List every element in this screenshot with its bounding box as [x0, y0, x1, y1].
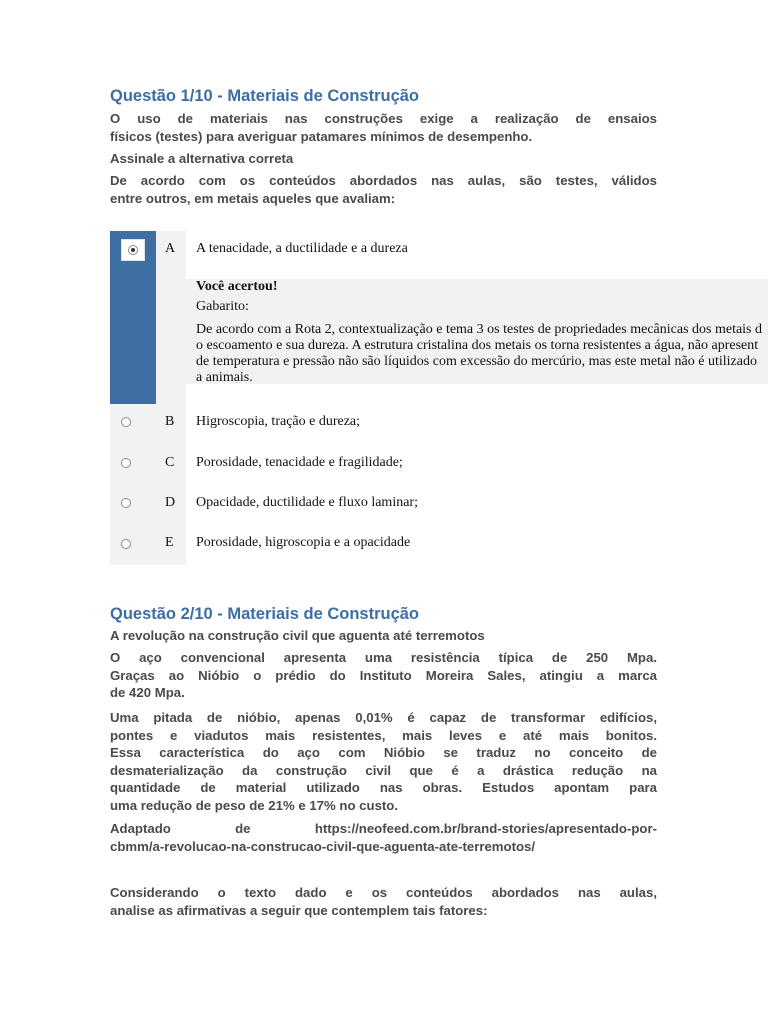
question-1-intro: O uso de materiais nas construções exige a realização de ensaios físicos (testes) para averiguar patamares mínimos de desempenho. [110, 111, 657, 144]
option-c-radio[interactable] [121, 458, 131, 468]
question-2-headline: A revolução na construção civil que aguenta até terremotos [110, 628, 485, 643]
option-b-radio[interactable] [121, 417, 131, 427]
question-1-statement: De acordo com os conteúdos abordados nas aulas, são testes, válidos entre outros, em metais aqueles que avaliam: [110, 173, 657, 206]
option-a-letter: A [165, 241, 176, 256]
option-d-text[interactable]: Opacidade, ductilidade e fluxo laminar; [196, 495, 418, 510]
option-c-letter: C [165, 455, 175, 470]
option-a-text[interactable]: A tenacidade, a ductilidade e a dureza [196, 241, 408, 256]
question-1-instruction: Assinale a alternativa correta [110, 151, 294, 166]
option-d-radio-box[interactable] [115, 493, 139, 515]
option-e-radio[interactable] [121, 539, 131, 549]
answer-feedback-panel [186, 279, 768, 384]
option-d-letter: D [165, 495, 176, 510]
feedback-gabarito-label: Gabarito: [196, 299, 249, 314]
question-2-title: Questão 2/10 - Materiais de Construção [110, 605, 420, 623]
question-2-paragraph-1: O aço convencional apresenta uma resistência típica de 250 Mpa. Graças ao Nióbio o prédio do Instituto Moreira Sales, atingiu a marca de 420 Mpa. [110, 650, 657, 700]
option-d-radio[interactable] [121, 498, 131, 508]
option-e-letter: E [165, 535, 174, 550]
option-a-radio[interactable] [128, 245, 138, 255]
option-c-text[interactable]: Porosidade, tenacidade e fragilidade; [196, 455, 403, 470]
feedback-explanation: De acordo com a Rota 2, contextualização e tema 3 os testes de propriedades mecânicas dos metais d o escoamento e sua dureza. A estrutura cristalina dos metais os torna resistentes a água, não apresent de temperatura e pressão não são líquidos com excessão do mercúrio, mas este metal não é utilizado a animais. [196, 322, 763, 384]
question-1-title: Questão 1/10 - Materiais de Construção [110, 87, 420, 105]
question-2-paragraph-2: Uma pitada de nióbio, apenas 0,01% é capaz de transformar edifícios, pontes e viadutos mais resistentes, mais leves e até mais bonitos. Essa característica do aço com Nióbio se traduz no conceito de desmaterialização da construção civil que é a drástica redução na quantidade de material utilizado nas obras. Estudos apontam para uma redução de peso de 21% e 17% no custo. [110, 710, 657, 813]
option-e-radio-box[interactable] [115, 534, 139, 556]
option-b-radio-box[interactable] [115, 412, 139, 434]
option-a-radio-box[interactable] [121, 239, 145, 261]
option-b-letter: B [165, 414, 175, 429]
feedback-title: Você acertou! [196, 279, 278, 294]
question-2-prompt: Considerando o texto dado e os conteúdos abordados nas aulas, analise as afirmativas a seguir que contemplem tais fatores: [110, 885, 657, 918]
option-e-text[interactable]: Porosidade, higroscopia e a opacidade [196, 535, 411, 550]
option-b-text[interactable]: Higroscopia, tração e dureza; [196, 414, 361, 429]
question-2-source: Adaptado de https://neofeed.com.br/brand-stories/apresentado-por- cbmm/a-revolucao-na-construcao-civil-que-aguenta-ate-terremotos/ [110, 821, 657, 854]
option-c-radio-box[interactable] [115, 453, 139, 475]
